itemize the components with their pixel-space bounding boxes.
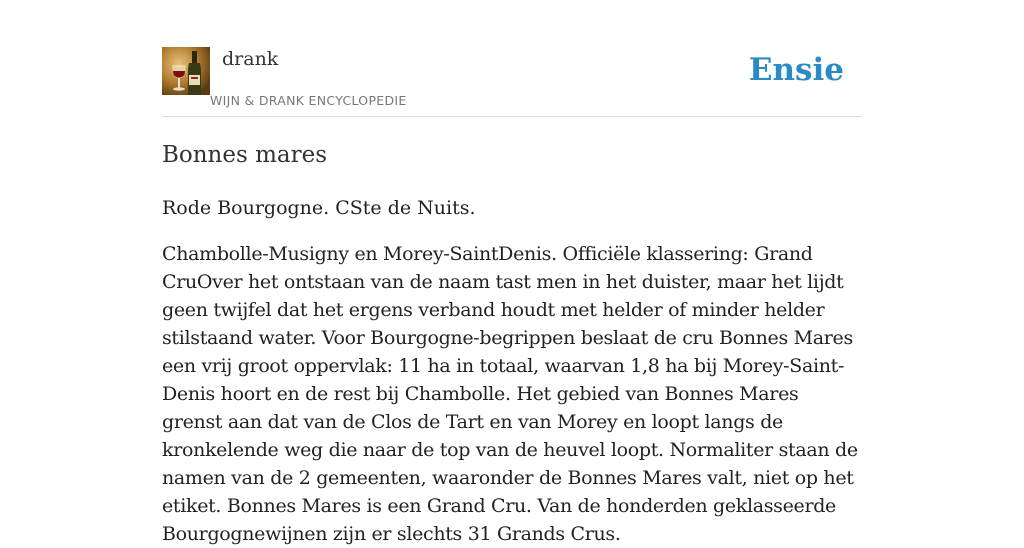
wine-bottle-glass-icon[interactable] bbox=[162, 47, 210, 95]
page bbox=[162, 0, 862, 545]
article-paragraph: Rode Bourgogne. CSte de Nuits. bbox=[162, 197, 476, 219]
avatar-image bbox=[162, 47, 210, 95]
encyclopedia-subtitle: WIJN & DRANK ENCYCLOPEDIE bbox=[210, 93, 407, 108]
header bbox=[162, 0, 862, 117]
brand-logo[interactable]: Ensie bbox=[748, 52, 844, 88]
article-paragraph: Chambolle-Musigny en Morey-SaintDenis. Officiële klassering: Grand CruOver het ontstaan van de naam tast men in het duister, maar het lijdt geen twijfel dat het ergens verband houdt met helder of minder helder stilstaand water. Voor Bourgogne-begrippen beslaat de cru Bonnes Mares een vrij groot oppervlak: 11 ha in totaal, waarvan 1,8 ha bij Morey-Saint-Denis hoort en de rest bij Chambolle. Het gebied van Bonnes Mares grenst aan dat van de Clos de Tart en van Morey en loopt langs de kronkelende weg die naar de top van de heuvel loopt. Normaliter staan de namen van de 2 gemeenten, waaronder de Bonnes Mares valt, niet op het etiket. Bonnes Mares is een Grand Cru. Van de honderden geklasseerde Bourgognewijnen zijn er slechts 31 Grands Crus. bbox=[162, 243, 858, 545]
article-title: Bonnes mares bbox=[162, 142, 328, 168]
topic-label[interactable]: drank bbox=[222, 48, 279, 70]
